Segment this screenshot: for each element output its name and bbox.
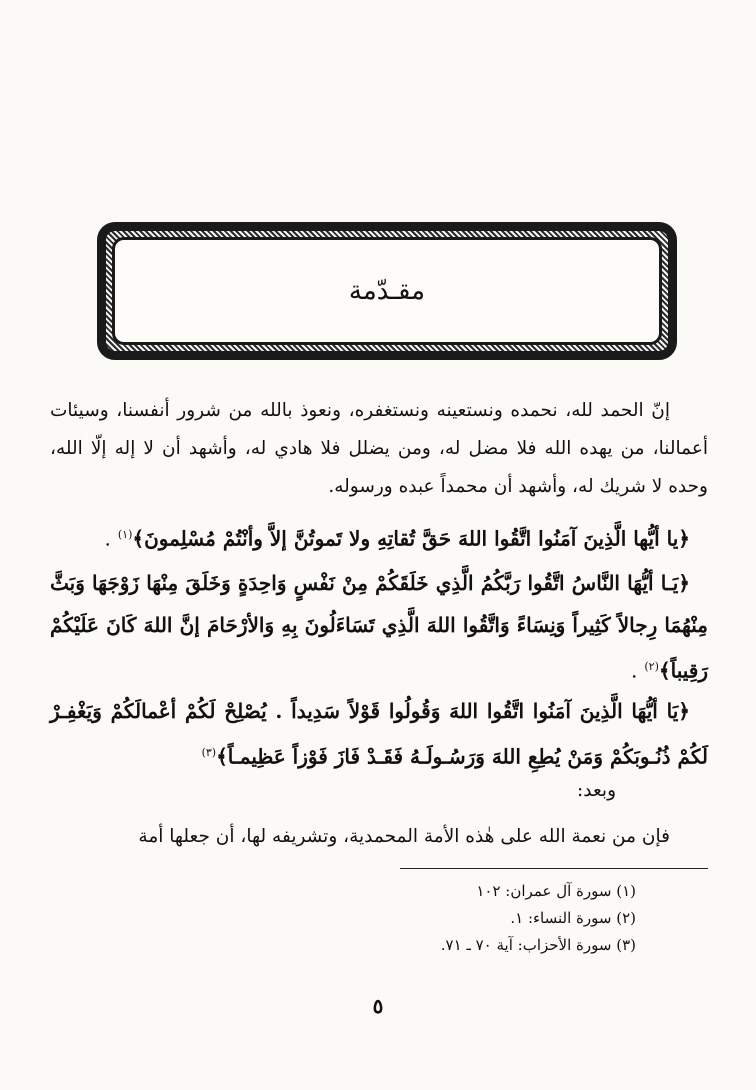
wabaad-heading: وبعد: (577, 780, 616, 801)
verse-1-tail: . (104, 526, 111, 551)
verse-3-footnote-ref: (٣) (201, 746, 217, 759)
footnote-divider (400, 868, 708, 869)
verse-2 (50, 562, 708, 692)
verse-1-footnote-ref: (١) (117, 528, 133, 541)
footnote-1: (١) سورة آل عمران: ١٠٢ (476, 882, 636, 900)
footnote-3: (٣) سورة الأحزاب: آية ٧٠ ـ ٧١. (440, 936, 636, 954)
verse-3-text: ﴿يَا أيُّهَا الَّذِينَ آمَنُوا اتَّقُوا اللهَ وَقُولُوا قَوْلاً سَدِيداً . يُصْلِحْ لَكُمْ أعْمالَكُمْ وَيَغْفِـرْ لَكُمْ ذُنُـوبَكُمْ وَمَنْ يُطِعِ اللهَ وَرَسُـولَـهُ فَقَـدْ فَازَ فَوْزاً عَظِيمـاً﴾ (50, 699, 708, 769)
intro-text: إنّ الحمد لله، نحمده ونستعينه ونستغفره، ونعوذ بالله من شرور أنفسنا، وسيئات أعمالنا، من يهده الله فلا مضل له، ومن يضلل فلا هادي له، وأشهد أن لا إله إلّا الله، وحده لا شريك له، وأشهد أن محمداً عبده ورسوله. (50, 400, 708, 497)
verse-2-tail: . (631, 658, 638, 683)
page-title: مقـدّمة (348, 276, 426, 306)
verse-2-text: ﴿يَـا أيُّهَا النَّاسُ اتَّقُوا رَبَّكُمُ الَّذِي خَلَقَكُمْ مِنْ نَفْسٍ وَاحِدَةٍ وَخَلَقَ مِنْهَا زَوْجَهَا وَبَثَّ مِنْهُمَا رِجالاً كَثِيراً وَنِسَاءً وَاتَّقُوا اللهَ الَّذِي تَسَاءَلُونَ بِهِ وَالأرْحَامَ إنَّ اللهَ كَانَ عَلَيْكُمْ رَقِيباً﴾ (50, 571, 708, 683)
closing-line: فإن من نعمة الله على هٰذه الأمة المحمدية، وتشريفه لها، أن جعلها أمة (138, 826, 670, 847)
footnote-2: (٢) سورة النساء: ١. (510, 909, 636, 927)
footnotes (441, 878, 636, 959)
title-inner-box (112, 237, 662, 345)
verse-3 (50, 690, 708, 778)
verse-1-text: ﴿يا أيُّها الَّذِينَ آمَنُوا اتَّقُوا اللهَ حَقَّ تُقاتِهِ ولا تَموتُنَّ إلاَّ وأنْتُمْ مُسْلِمونَ﴾ (132, 526, 690, 551)
verse-1 (50, 514, 708, 560)
page-number: ٥ (372, 994, 384, 1018)
title-frame (97, 222, 677, 360)
intro-paragraph (50, 392, 708, 506)
verse-2-footnote-ref: (٢) (644, 660, 659, 673)
